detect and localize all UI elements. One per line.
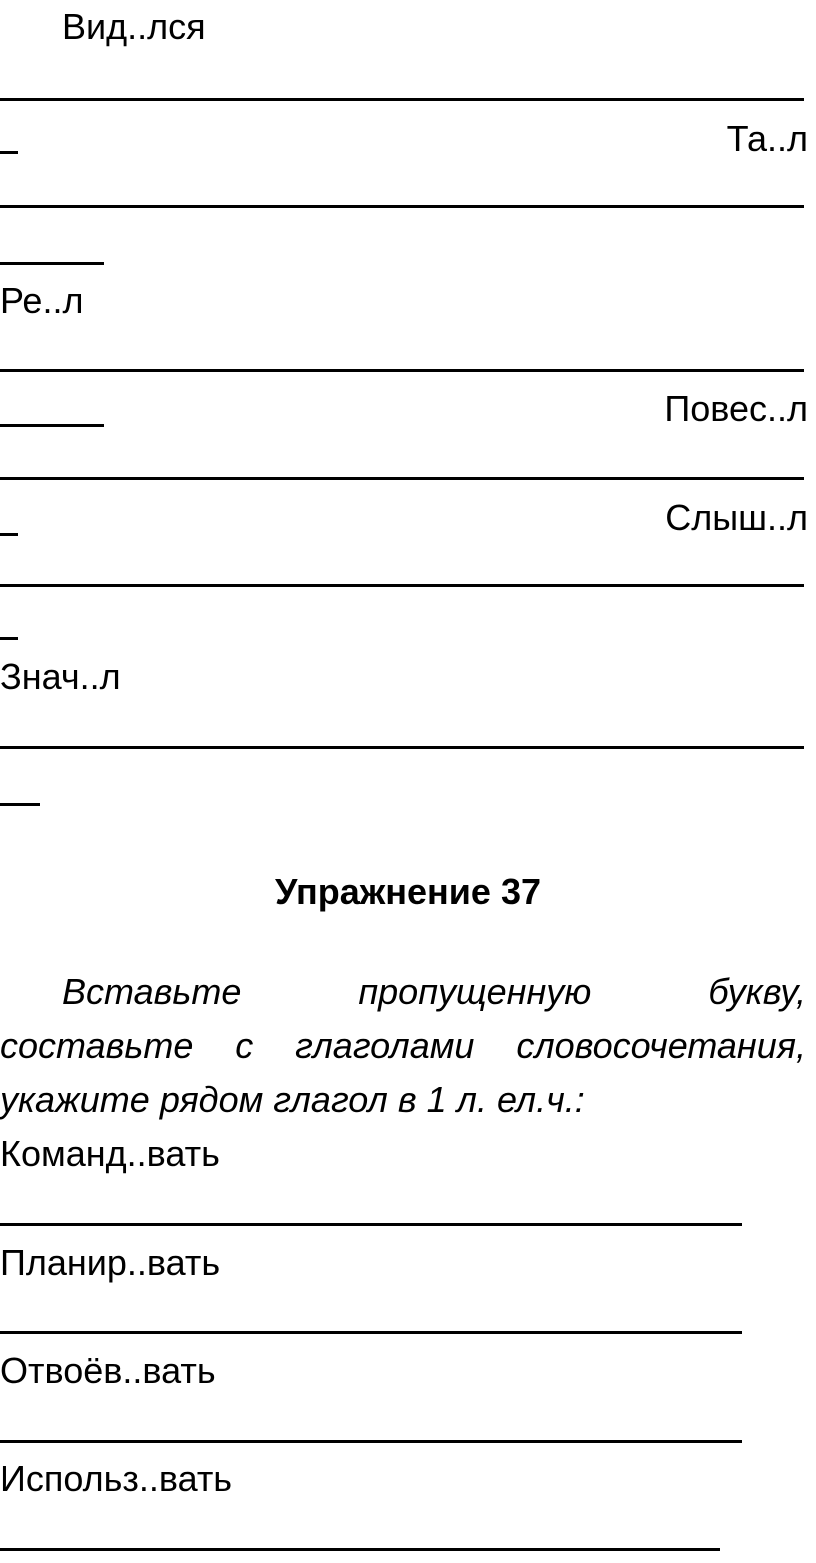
stray-underscore xyxy=(0,151,18,154)
answer-line xyxy=(0,584,804,587)
instruction-line-3: укажите рядом глагол в 1 л. ел.ч.: xyxy=(0,1079,585,1120)
answer-line xyxy=(0,1223,742,1226)
answer-line xyxy=(0,369,804,372)
answer-line xyxy=(0,1548,720,1551)
answer-line xyxy=(0,98,804,101)
exercise-title: Упражнение 37 xyxy=(274,871,541,912)
word-item: Та..л xyxy=(726,118,808,159)
word-item: Знач..л xyxy=(0,656,121,697)
instruction-line-1 xyxy=(62,970,806,1014)
instruction-line-2 xyxy=(0,1024,806,1068)
answer-line xyxy=(0,205,804,208)
stray-underscore xyxy=(0,637,18,640)
answer-line xyxy=(0,1331,742,1334)
instruction-word: букву, xyxy=(708,971,806,1012)
instruction-word: с xyxy=(235,1025,254,1066)
answer-line xyxy=(0,746,804,749)
instruction-word: словосочетания, xyxy=(516,1025,806,1066)
word-item: Повес..л xyxy=(664,388,808,429)
instruction-word: Вставьте xyxy=(62,971,242,1012)
stray-underscore xyxy=(0,803,40,806)
word-item: Планир..вать xyxy=(0,1242,221,1283)
word-item: Команд..вать xyxy=(0,1133,220,1174)
stray-underscore xyxy=(0,533,18,536)
word-item: Использ..вать xyxy=(0,1458,233,1499)
instruction-word: пропущенную xyxy=(358,971,592,1012)
instruction-word: глаголами xyxy=(295,1025,475,1066)
stray-underscore xyxy=(0,262,104,265)
answer-line xyxy=(0,477,804,480)
answer-line xyxy=(0,1440,742,1443)
word-item: Вид..лся xyxy=(62,6,206,47)
instruction-word: составьте xyxy=(0,1025,194,1066)
word-item: Слыш..л xyxy=(665,497,808,538)
word-item: Отвоёв..вать xyxy=(0,1350,216,1391)
stray-underscore xyxy=(0,424,104,427)
word-item: Ре..л xyxy=(0,280,84,321)
